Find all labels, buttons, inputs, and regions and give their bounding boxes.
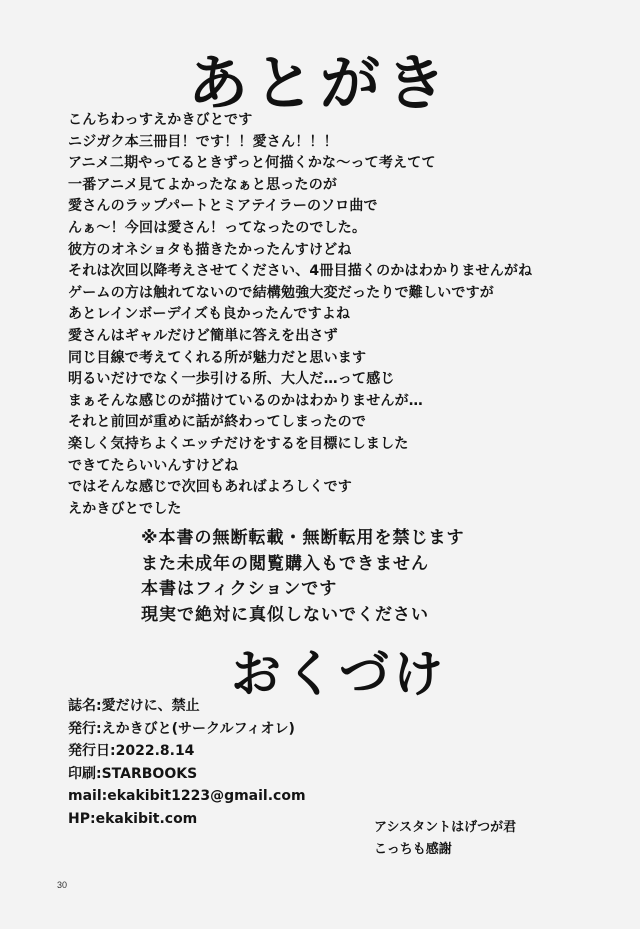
- thanks-line: こっちも感謝: [374, 842, 452, 857]
- colophon-line: mail:ekakibit1223@gmail.com: [68, 788, 306, 805]
- afterword-line: 同じ目線で考えてくれる所が魅力だと思います: [68, 349, 367, 366]
- colophon-line: 印刷:STARBOOKS: [68, 765, 198, 782]
- afterword-line: ではそんな感じで次回もあればよろしくです: [68, 479, 352, 496]
- page-number: 30: [57, 880, 68, 890]
- afterword-line: できてたらいいんすけどね: [68, 457, 239, 474]
- afterword-line: 愛さんはギャルだけど簡単に答えを出さず: [68, 327, 338, 344]
- afterword-text: [68, 110, 628, 520]
- afterword-line: こんちわっすえかきびとです: [68, 112, 253, 128]
- afterword-line: それと前回が重めに話が終わってしまったので: [68, 414, 367, 431]
- copyright-notice: [141, 526, 561, 628]
- afterword-line: それは次回以降考えさせてください、4冊目描くのかはわかりませんがね: [68, 263, 533, 280]
- colophon-details: [68, 695, 428, 831]
- colophon-line: HP:ekakibit.com: [68, 810, 198, 827]
- notice-line: ※本書の無断転載・無断転用を禁じます: [141, 528, 465, 548]
- afterword-line: あとレインボーデイズも良かったんですよね: [68, 306, 351, 323]
- colophon-line: 誌名:愛だけに、禁止: [68, 698, 200, 714]
- colophon-line: 発行:えかきびと(サークルフィオレ): [68, 720, 295, 737]
- colophon-line: 発行日:2022.8.14: [68, 743, 195, 760]
- afterword-line: まぁそんな感じのが描けているのかはわかりませんが…: [68, 392, 423, 409]
- thanks-line: アシスタントはげつが君: [374, 820, 517, 835]
- afterword-line: 明るいだけでなく一歩引ける所、大人だ…って感じ: [68, 371, 395, 388]
- afterword-title: あとがき: [188, 49, 452, 119]
- notice-line: 現実で絶対に真似しないでください: [141, 604, 429, 625]
- afterword-line: アニメ二期やってるときずっと何描くかな～って考えてて: [68, 155, 436, 172]
- colophon-title: おくづけ: [231, 644, 447, 703]
- afterword-line: ニジガク本三冊目！です！！愛さん！！！: [68, 133, 338, 150]
- afterword-line: えかきびとでした: [68, 500, 182, 517]
- afterword-line: んぁ～！今回は愛さん！ってなったのでした。: [68, 219, 367, 236]
- afterword-line: ゲームの方は触れてないので結構勉強大変だったりで難しいですが: [68, 284, 494, 301]
- notice-line: 本書はフィクションです: [141, 579, 338, 599]
- afterword-line: 楽しく気持ちよくエッチだけをするを目標にしました: [68, 435, 409, 452]
- afterword-line: 一番アニメ見てよかったなぁと思ったのが: [68, 176, 338, 193]
- thanks-note: [374, 817, 614, 861]
- afterword-line: 愛さんのラップパートとミアテイラーのソロ曲で: [68, 198, 378, 215]
- afterword-line: 彼方のオネショタも描きたかったんすけどね: [68, 241, 352, 258]
- notice-line: また未成年の閲覧購入もできません: [141, 553, 429, 574]
